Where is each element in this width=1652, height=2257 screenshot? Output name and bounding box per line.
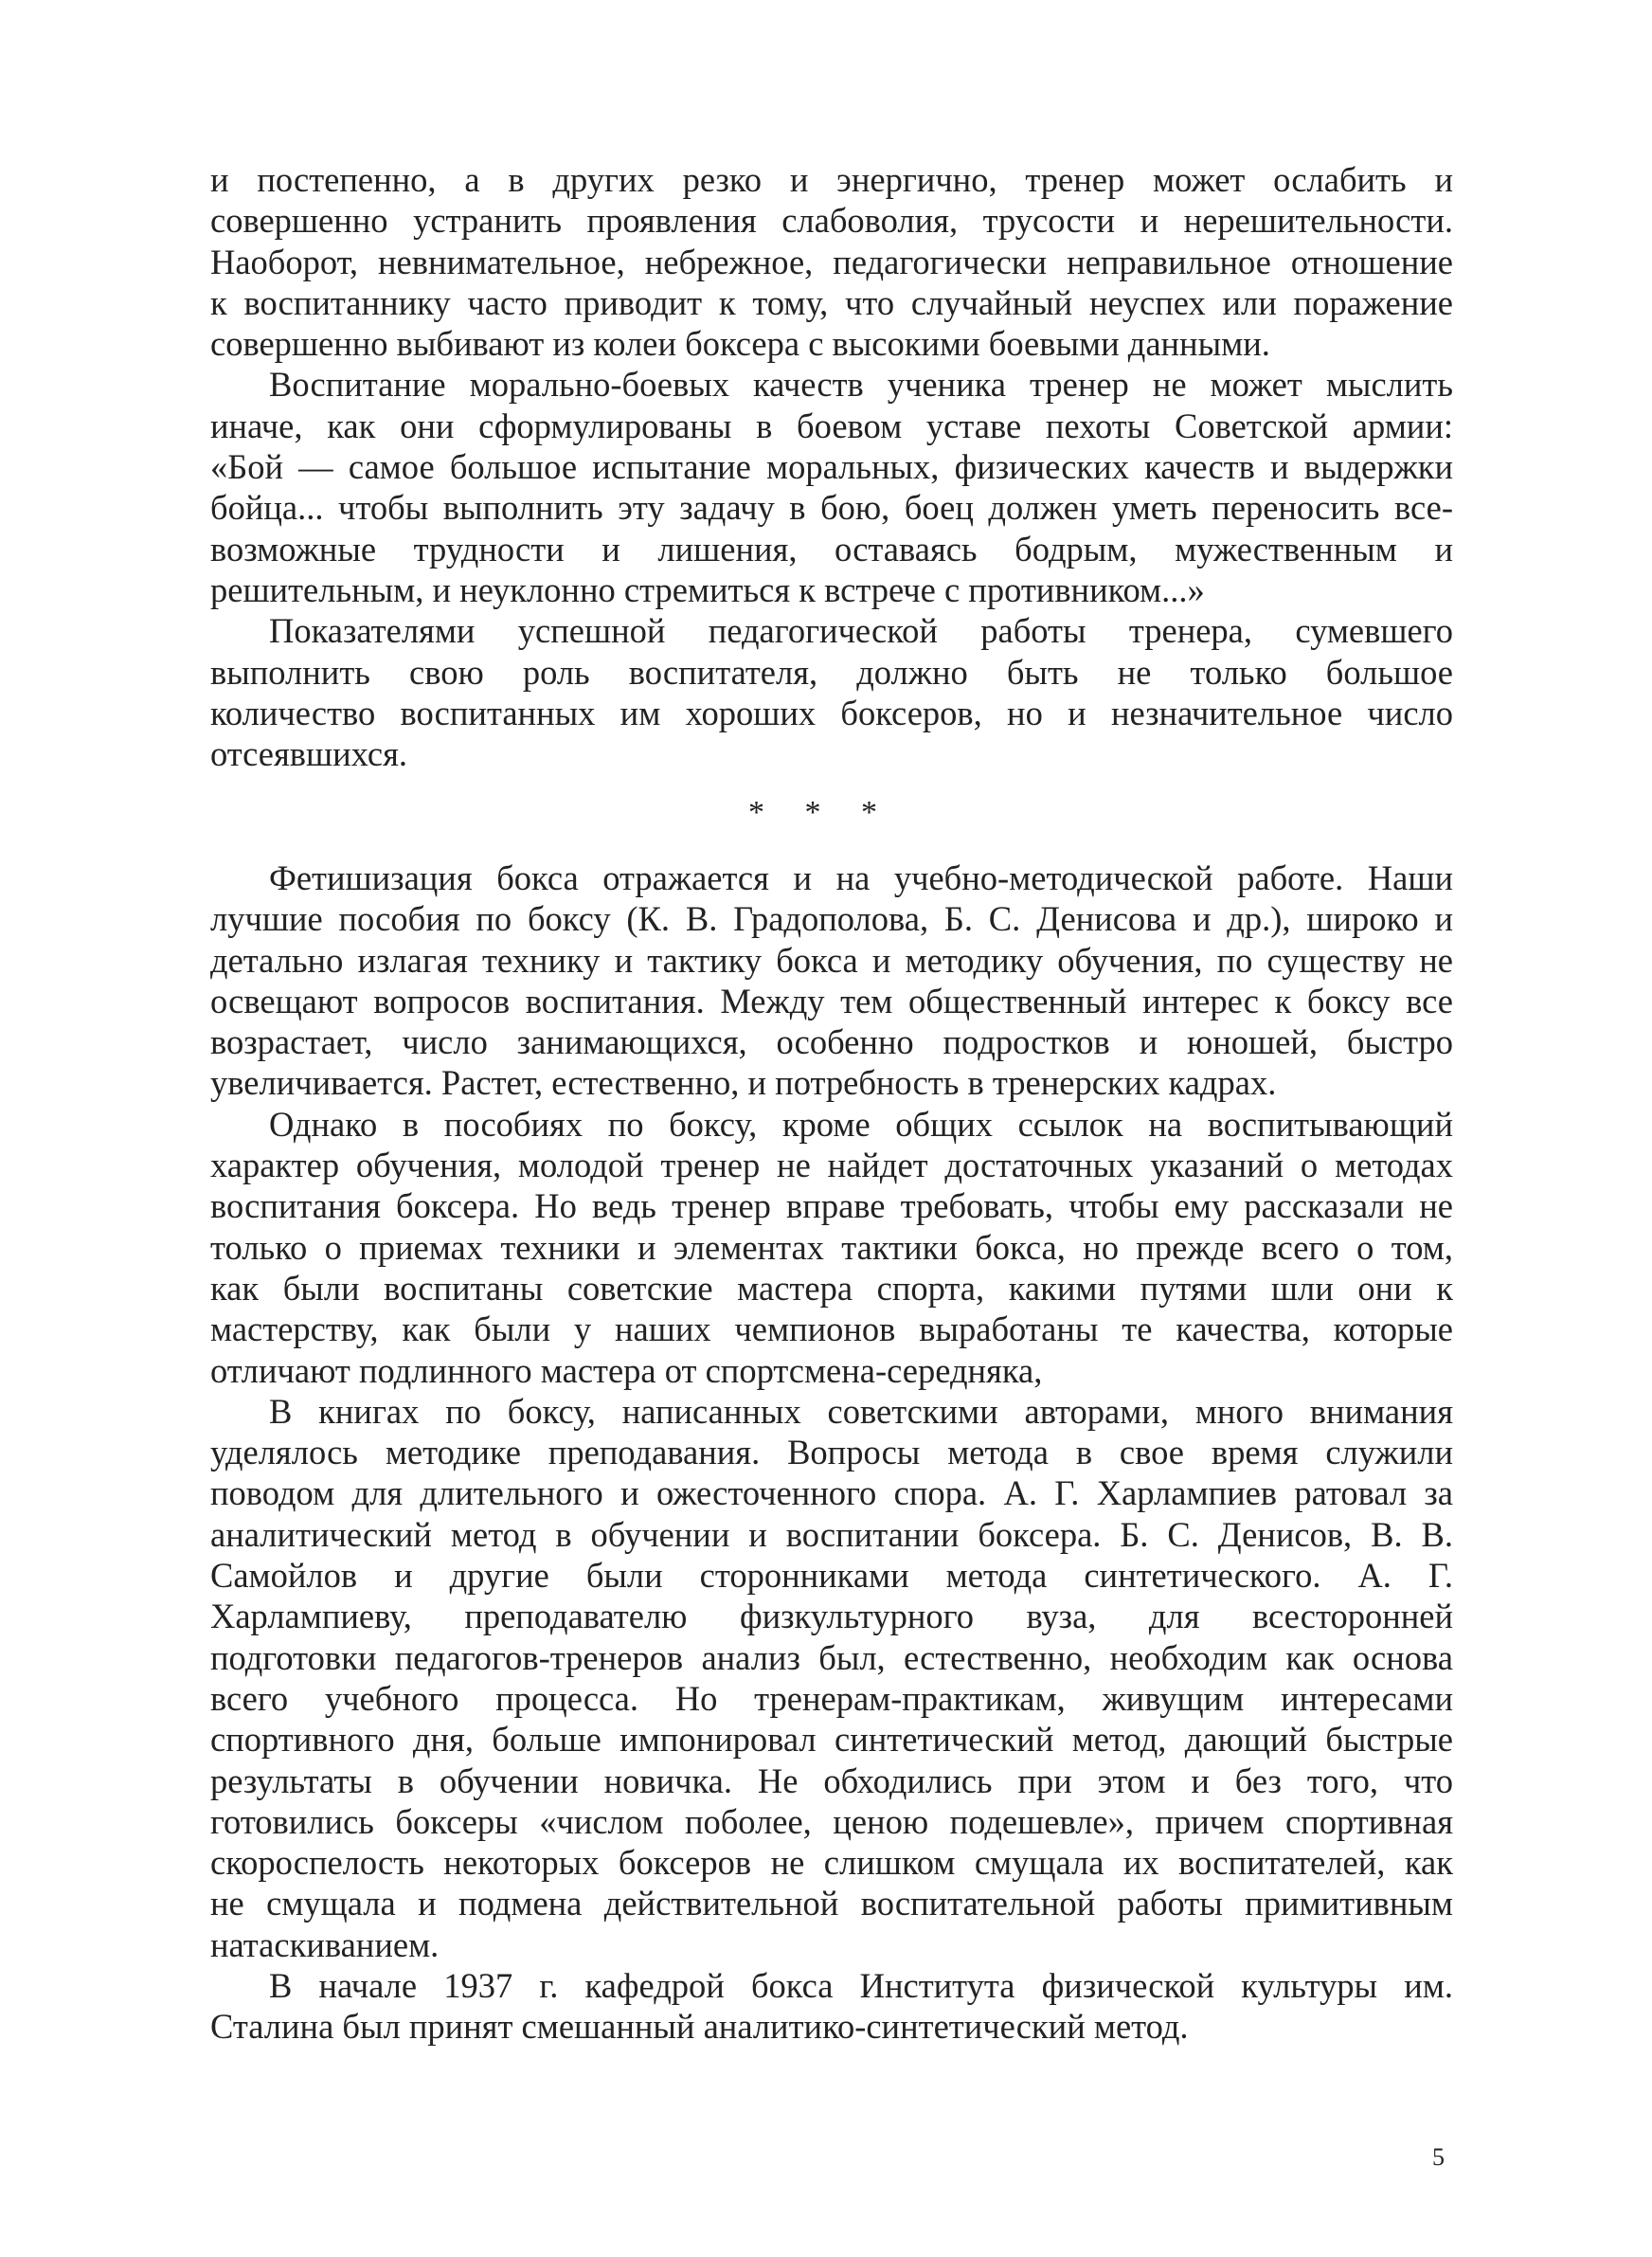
- text-line: В начале 1937 г. кафедрой бокса Института физической культуры им.: [269, 1966, 1453, 2006]
- text-line: подготовки педагогов-тренеров анализ был, естественно, необходим как основа: [210, 1637, 1453, 1677]
- text-line: бойца... чтобы выполнить эту задачу в бою, боец должен уметь переносить все-: [210, 488, 1453, 528]
- text-line: выполнить свою роль воспитателя, должно быть не только большое: [210, 652, 1453, 692]
- text-line: В книгах по боксу, написанных советскими авторами, много внимания: [269, 1391, 1453, 1431]
- paragraph: [210, 1965, 1453, 2048]
- text-line: всего учебного процесса. Но тренерам-практикам, живущим интересами: [210, 1678, 1453, 1718]
- text-line: Самойлов и другие были сторонниками метода синтетического. А. Г.: [210, 1556, 1453, 1596]
- text-line: Сталина был принят смешанный аналитико-синтетический метод.: [210, 2007, 1189, 2047]
- text-block-top: [210, 159, 1453, 774]
- text-line: Харлампиеву, преподавателю физкультурного вуза, для всесторонней: [210, 1597, 1453, 1636]
- text-line: не смущала и подмена действительной воспитательной работы примитивным: [210, 1884, 1453, 1923]
- paragraph: [210, 364, 1453, 610]
- text-line: отсеявшихся.: [210, 734, 407, 774]
- text-line: детально излагая технику и тактику бокса и методику обучения, по существу не: [210, 940, 1453, 980]
- text-line: результаты в обучении новичка. Не обходились при этом и без того, что: [210, 1760, 1453, 1800]
- text-line: лучшие пособия по боксу (К. В. Градополова, Б. С. Денисова и др.), широко и: [210, 899, 1453, 939]
- text-line: уделялось методике преподавания. Вопросы метода в свое время служили: [210, 1433, 1453, 1472]
- text-line: количество воспитанных им хороших боксеров, но и незначительное число: [210, 693, 1453, 732]
- paragraph: [210, 1104, 1453, 1391]
- text-line: Однако в пособиях по боксу, кроме общих ссылок на воспитывающий: [269, 1104, 1453, 1144]
- text-line: возможные трудности и лишения, оставаясь бодрым, мужественным и: [210, 529, 1453, 569]
- text-line: натаскиванием.: [210, 1924, 440, 1964]
- text-line: поводом для длительного и ожесточенного спора. А. Г. Харлампиев ратовал за: [210, 1473, 1453, 1513]
- text-line: готовились боксеры «числом поболее, ценою подешевле», причем спортивная: [210, 1801, 1453, 1841]
- paragraph: [210, 159, 1453, 364]
- text-line: Показателями успешной педагогической работы тренера, сумевшего: [269, 611, 1453, 651]
- text-line: спортивного дня, больше импонировал синтетический метод, дающий быстрые: [210, 1720, 1453, 1760]
- text-block-bottom: [210, 858, 1453, 2048]
- text-line: скороспелость некоторых боксеров не слишком смущала их воспитателей, как: [210, 1843, 1453, 1883]
- section-separator: * * *: [748, 795, 877, 830]
- text-line: мастерству, как были у наших чемпионов выработаны те качества, которые: [210, 1309, 1453, 1349]
- text-line: воспитания боксера. Но ведь тренер вправе требовать, чтобы ему рассказали не: [210, 1186, 1453, 1226]
- text-line: «Бой — самое большое испытание моральных, физических качеств и выдержки: [210, 447, 1453, 487]
- paragraph: [210, 858, 1453, 1104]
- text-line: совершенно устранить проявления слабоволия, трусости и нерешительности.: [210, 201, 1453, 241]
- text-line: только о приемах техники и элементах тактики бокса, но прежде всего о том,: [210, 1227, 1453, 1267]
- text-line: иначе, как они сформулированы в боевом уставе пехоты Советской армии:: [210, 406, 1453, 445]
- text-line: освещают вопросов воспитания. Между тем общественный интерес к боксу все: [210, 981, 1453, 1020]
- paragraph: [210, 1391, 1453, 1965]
- text-line: решительным, и неуклонно стремиться к встрече с противником...»: [210, 569, 1205, 609]
- text-line: увеличивается. Растет, естественно, и потребность в тренерских кадрах.: [210, 1063, 1277, 1103]
- text-line: Наоборот, невнимательное, небрежное, педагогически неправильное отношение: [210, 242, 1453, 281]
- text-line: как были воспитаны советские мастера спорта, какими путями шли они к: [210, 1268, 1453, 1308]
- text-line: аналитический метод в обучении и воспитании боксера. Б. С. Денисов, В. В.: [210, 1514, 1453, 1554]
- text-line: к воспитаннику часто приводит к тому, что случайный неуспех или поражение: [210, 282, 1453, 322]
- text-line: Фетишизация бокса отражается и на учебно-методической работе. Наши: [269, 858, 1453, 897]
- text-line: возрастает, число занимающихся, особенно подростков и юношей, быстро: [210, 1022, 1453, 1062]
- text-line: и постепенно, а в других резко и энергично, тренер может ослабить и: [210, 160, 1453, 199]
- text-line: отличают подлинного мастера от спортсмена-середняка,: [210, 1350, 1043, 1390]
- text-line: характер обучения, молодой тренер не найдет достаточных указаний о методах: [210, 1146, 1453, 1185]
- paragraph: [210, 610, 1453, 774]
- text-line: Воспитание морально-боевых качеств ученика тренер не может мыслить: [269, 365, 1453, 405]
- page-number: 5: [1432, 2143, 1445, 2171]
- text-line: совершенно выбивают из колеи боксера с высокими боевыми данными.: [210, 324, 1270, 364]
